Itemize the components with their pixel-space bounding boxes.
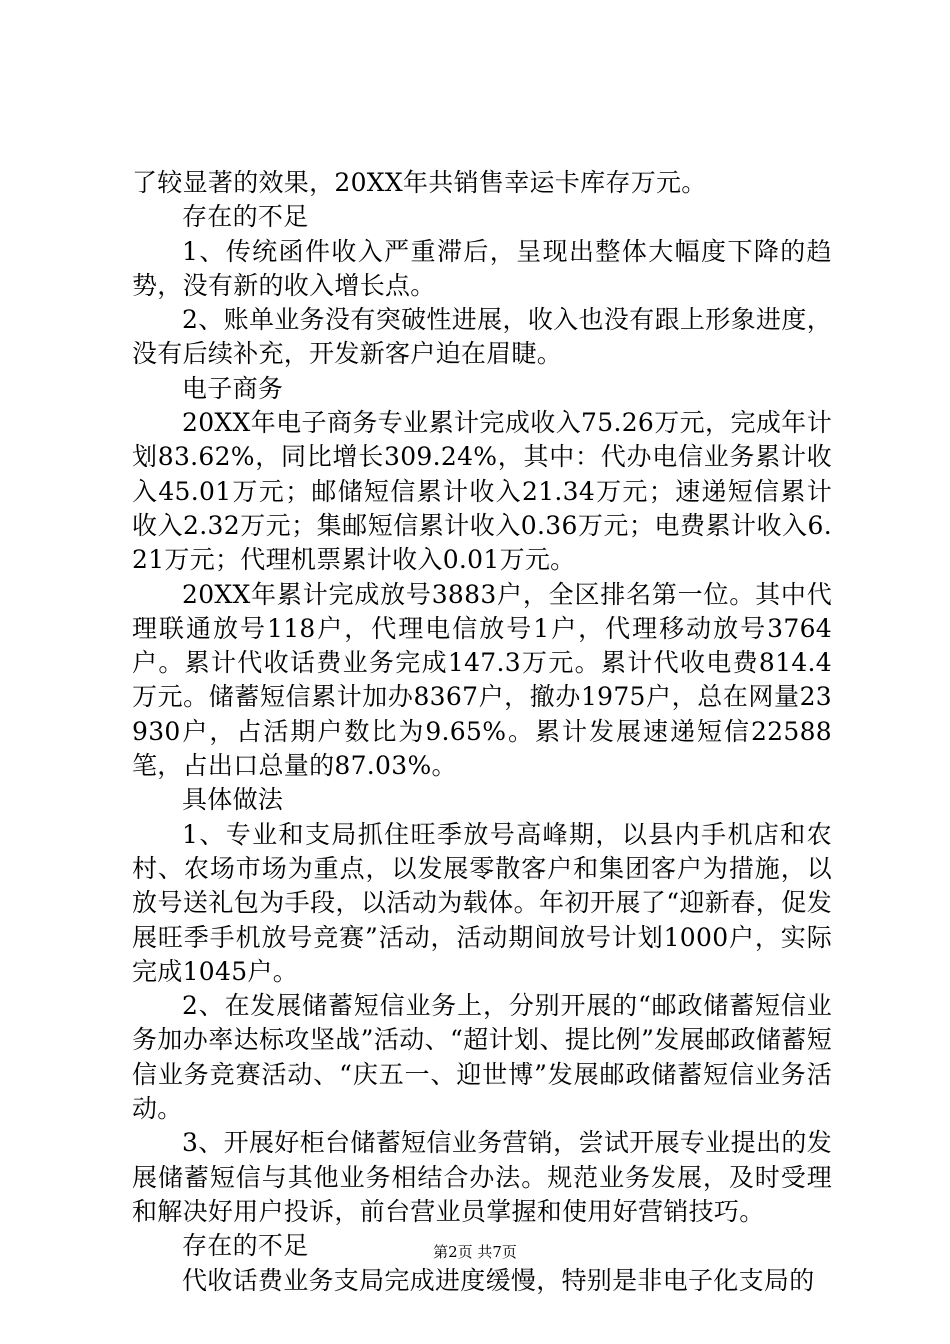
document-body: [132, 166, 832, 1298]
paragraph-shortcomings-text: 代收话费业务支局完成进度缓慢，特别是非电子化支局的: [182, 1265, 815, 1295]
paragraph-e-commerce-activations: 20XX年累计完成放号3883户，全区排名第一位。其中代理联通放号118户，代理电信放号1户，代理移动放号3764户。累计代收话费业务完成147.3万元。累计代收电费814.4万元。储蓄短信累计加办8367户，撤办1975户，总在网量23930户，占活期户数比为9.65%。累计发展速递短信22588笔，占出口总量的87.03%。: [132, 579, 832, 781]
paragraph-letters-point-1: 1、传统函件收入严重滞后，呈现出整体大幅度下降的趋势，没有新的收入增长点。: [132, 236, 832, 300]
paragraph-measure-2: 2、在发展储蓄短信业务上，分别开展的“邮政储蓄短信业务加办率达标攻坚战”活动、“超计划、提比例”发展邮政储蓄短信业务竞赛活动、“庆五一、迎世博”发展邮政储蓄短信业务活动。: [132, 991, 832, 1124]
heading-shortcomings-2: 存在的不足: [182, 1231, 309, 1261]
paragraph-measure-3: 3、开展好柜台储蓄短信业务营销，尝试开展专业提出的发展储蓄短信与其他业务相结合办法。规范业务发展，及时受理和解决好用户投诉，前台营业员掌握和使用好营销技巧。: [132, 1128, 832, 1226]
paragraph-letters-point-2: 2、账单业务没有突破性进展，收入也没有跟上形象进度，没有后续补充，开发新客户迫在眉睫。: [132, 305, 832, 369]
heading-shortcomings: 存在的不足: [182, 202, 309, 232]
paragraph-continuation: 了较显著的效果，20XX年共销售幸运卡库存万元。: [132, 168, 707, 197]
page-footer: 第2页 共7页: [433, 1243, 517, 1261]
heading-specific-measures: 具体做法: [182, 785, 284, 815]
paragraph-measure-1: 1、专业和支局抓住旺季放号高峰期，以县内手机店和农村、农场市场为重点，以发展零散客户和集团客户为措施，以放号送礼包为手段，以活动为载体。年初开展了“迎新春，促发展旺季手机放号竞赛”活动，活动期间放号计划1000户，实际完成1045户。: [132, 819, 832, 986]
paragraph-e-commerce-revenue: 20XX年电子商务专业累计完成收入75.26万元，完成年计划83.62%，同比增长309.24%，其中：代办电信业务累计收入45.01万元；邮储短信累计收入21.34万元；速递短信累计收入2.32万元；集邮短信累计收入0.36万元；电费累计收入6.21万元；代理机票累计收入0.01万元。: [132, 408, 832, 575]
heading-e-commerce: 电子商务: [182, 373, 284, 403]
